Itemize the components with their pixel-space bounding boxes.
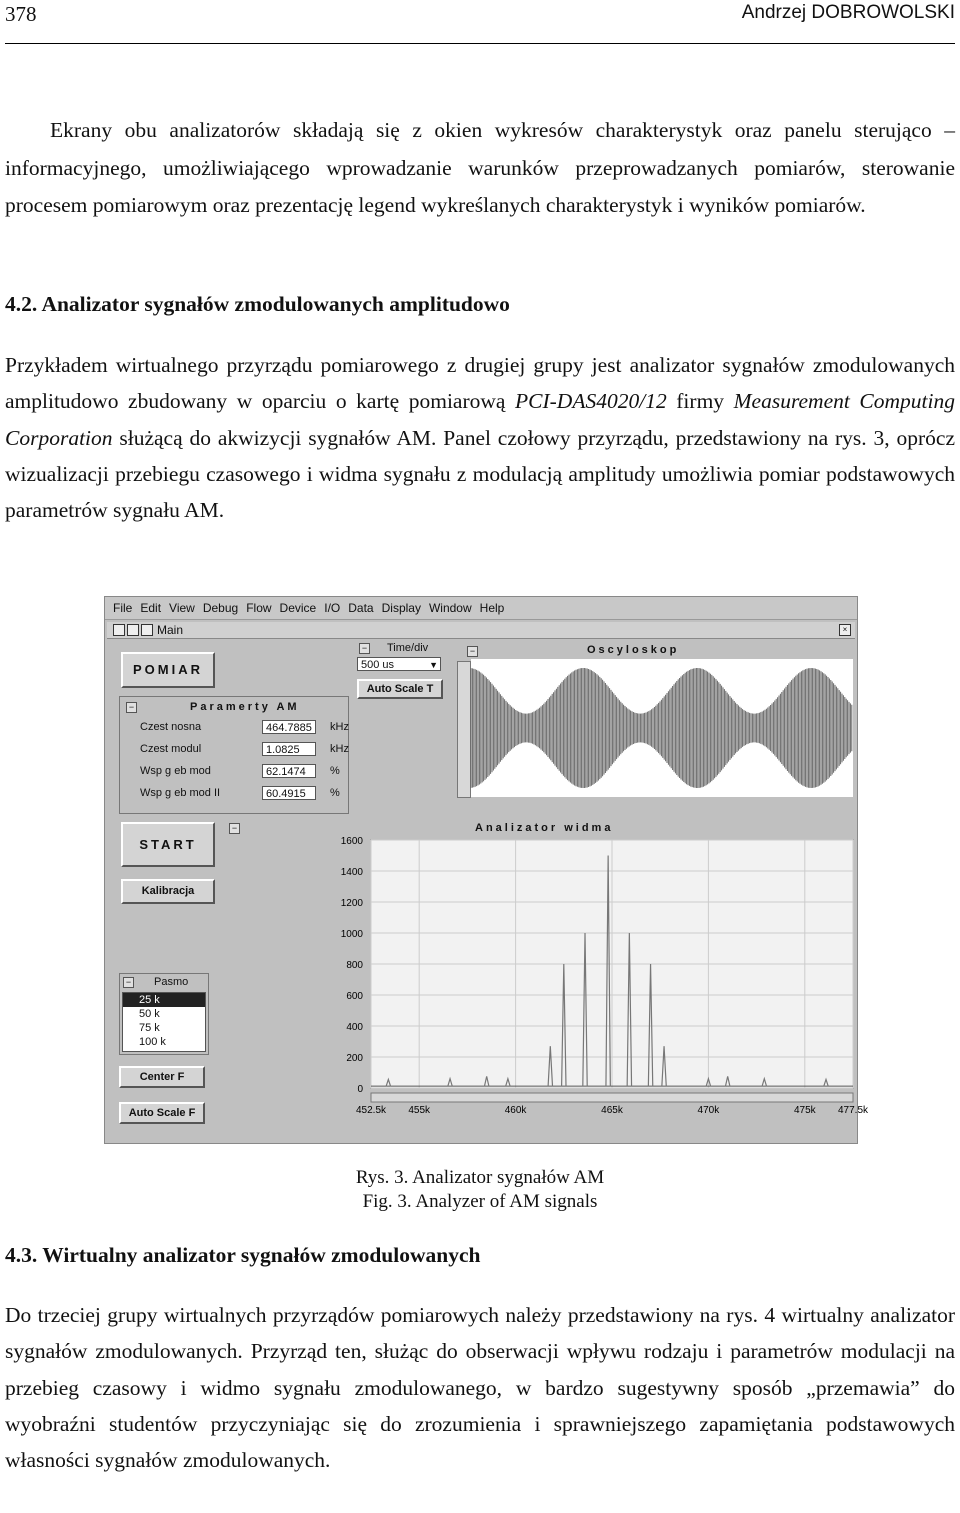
running-author: Andrzej DOBROWOLSKI <box>741 2 955 23</box>
x-tick-label: 455k <box>408 1105 431 1116</box>
timediv-select[interactable] <box>357 657 441 671</box>
collapse-icon[interactable]: − <box>229 823 240 834</box>
intro-paragraph-text: Ekrany obu analizatorów składają się z okien wykresów charakterystyk oraz panelu sterująco – informacyjnego, umożliwiającego wprowadzanie warunków przeprowadzanych pomiarów, sterowanie procesem pomiarowym oraz prezentację legend wykreślanych charakterystyk i wyników pomiarów. <box>5 118 955 217</box>
pasmo-panel <box>119 973 209 1055</box>
x-tick-label: 460k <box>504 1105 527 1116</box>
x-tick-label: 475k <box>793 1105 816 1116</box>
param-label: Czest modul <box>140 743 202 755</box>
oscyloskop-title: Oscyloskop <box>587 644 680 656</box>
start-button[interactable]: START <box>121 822 215 867</box>
pasmo-title: Pasmo <box>154 976 189 988</box>
spectrum-chart <box>223 836 869 1137</box>
center-f-button[interactable]: Center F <box>119 1066 205 1088</box>
caption-pl: Rys. 3. Analizator sygnałów AM <box>355 1167 605 1188</box>
param-unit: % <box>330 765 340 777</box>
param-label: Wsp g eb mod <box>140 765 211 777</box>
section-heading-4-2: 4.2. Analizator sygnałów zmodulowanych amplitudowo <box>5 292 510 316</box>
intro-paragraph <box>5 112 955 225</box>
analizator-title: Analizator widma <box>475 822 614 834</box>
pasmo-option[interactable]: 25 k <box>123 993 205 1007</box>
chevron-down-icon[interactable]: ▼ <box>429 660 438 670</box>
pasmo-option[interactable]: 100 k <box>139 1036 166 1048</box>
window-titlebar <box>107 622 855 639</box>
timediv-label: Time/div <box>387 642 429 654</box>
param-unit: % <box>330 787 340 799</box>
window-icon-3 <box>141 624 153 636</box>
section-heading-4-3: 4.3. Wirtualny analizator sygnałów zmodulowanych <box>5 1243 481 1267</box>
window-icon <box>113 624 125 636</box>
section-4-3-text: Do trzeciej grupy wirtualnych przyrządów pomiarowych należy przedstawiony na rys. 4 wirtualny analizator sygnałów zmodulowanych. Przyrząd ten, służąc do obserwacji wpływu rodzaju i parametrów modulacji na przebieg czasowy i widmo sygnału zmodulowanego, w bardzo sugestywny sposób „przemawia” do wyobraźni studentów przyczyniając się do zrozumienia i sprawniejszego zapamiętania podstawowych własności sygnałów zmodulowanych. <box>5 1303 955 1473</box>
am-waveform <box>471 659 853 797</box>
menu-item-help[interactable]: Help <box>479 601 505 615</box>
menu-item-view[interactable]: View <box>169 601 195 615</box>
pasmo-option[interactable]: 50 k <box>139 1008 160 1020</box>
y-tick-label: 400 <box>346 1022 363 1033</box>
y-tick-label: 600 <box>346 991 363 1002</box>
menu-item-flow[interactable]: Flow <box>246 601 272 615</box>
y-tick-label: 200 <box>346 1053 363 1064</box>
close-icon[interactable]: × <box>839 624 851 636</box>
pomiar-button[interactable]: POMIAR <box>121 652 215 688</box>
menu-item-data[interactable]: Data <box>348 601 374 615</box>
oscyloskop-panel <box>457 639 853 804</box>
param-value: 1.0825 <box>262 742 316 756</box>
y-tick-label: 1000 <box>340 929 363 940</box>
collapse-icon[interactable]: − <box>467 646 478 657</box>
x-tick-label: 452.5k <box>355 1105 387 1116</box>
company-name: Measurement Computing Corporation <box>5 389 955 450</box>
param-label: Czest nosna <box>140 721 202 733</box>
menu-item-io[interactable]: I/O <box>324 601 341 615</box>
horizontal-scrollbar[interactable] <box>371 1093 853 1102</box>
vertical-scrollbar[interactable] <box>457 661 471 798</box>
collapse-icon[interactable]: − <box>359 643 370 654</box>
autoscale-t-button[interactable]: Auto Scale T <box>357 679 443 699</box>
param-unit: kHz <box>330 743 349 755</box>
waveform-trace <box>471 668 852 788</box>
param-label: Wsp g eb mod II <box>140 787 221 799</box>
param-unit: kHz <box>330 721 349 733</box>
section-4-2-paragraph <box>5 347 955 528</box>
oscilloscope-plot <box>471 659 853 797</box>
y-tick-label: 0 <box>357 1084 363 1095</box>
menu-bar <box>105 597 857 620</box>
pasmo-list[interactable] <box>122 992 206 1052</box>
pasmo-option[interactable]: 75 k <box>139 1022 160 1034</box>
para2-part-a: Przykładem wirtualnego przyrządu pomiarowego z drugiej grupy jest analizator sygnałów zmodulowanych amplitudowo zbudowany w oparciu o kartę pomiarową <box>5 353 955 414</box>
menu-item-display[interactable]: Display <box>381 601 421 615</box>
header-rule <box>5 43 955 44</box>
page-header <box>0 0 960 46</box>
section-4-3-paragraph <box>5 1297 955 1478</box>
autoscale-f-button[interactable]: Auto Scale F <box>119 1102 205 1124</box>
caption-en: Fig. 3. Analyzer of AM signals <box>362 1191 598 1212</box>
param-value: 62.1474 <box>262 764 316 778</box>
timediv-value: 500 us <box>361 659 395 671</box>
collapse-icon[interactable]: − <box>123 977 134 988</box>
analyzer-screenshot <box>104 596 869 1144</box>
param-value: 60.4915 <box>262 786 316 800</box>
para2-part-e: służącą do akwizycji sygnałów AM. Panel czołowy przyrządu, przedstawiony na rys. 3, oprócz wizualizacji przebiegu czasowego i widma sygnału z modulacją amplitudy umożliwia pomiar podstawowych parametrów sygnału AM. <box>5 425 955 523</box>
collapse-icon[interactable]: − <box>126 702 137 713</box>
section-4-2-text <box>5 347 955 528</box>
kalibracja-button[interactable]: Kalibracja <box>121 879 215 904</box>
parametry-panel <box>119 696 349 814</box>
x-tick-label: 477.5k <box>837 1105 869 1116</box>
page-number: 378 <box>5 2 37 26</box>
window-title: Main <box>157 623 184 637</box>
y-tick-label: 1600 <box>340 836 363 847</box>
x-tick-label: 465k <box>601 1105 623 1116</box>
param-value: 464.7885 <box>262 720 316 734</box>
menu-item-window[interactable]: Window <box>428 601 472 615</box>
para2-part-c: firmy <box>666 389 734 414</box>
menu-item-file[interactable]: File <box>113 601 133 615</box>
figure-caption <box>0 1166 960 1214</box>
menu-item-edit[interactable]: Edit <box>140 601 162 615</box>
menu-item-debug[interactable]: Debug <box>202 601 239 615</box>
card-model: PCI-DAS4020/12 <box>515 389 667 414</box>
analizator-panel <box>223 819 869 1139</box>
window-icon-2 <box>127 624 139 636</box>
x-tick-label: 470k <box>697 1105 720 1116</box>
menu-item-device[interactable]: Device <box>279 601 317 615</box>
y-tick-label: 1400 <box>340 867 363 878</box>
y-tick-label: 800 <box>346 960 363 971</box>
y-tick-label: 1200 <box>340 898 363 909</box>
timediv-panel <box>355 639 449 703</box>
parametry-title: Paramerty AM <box>190 701 300 713</box>
